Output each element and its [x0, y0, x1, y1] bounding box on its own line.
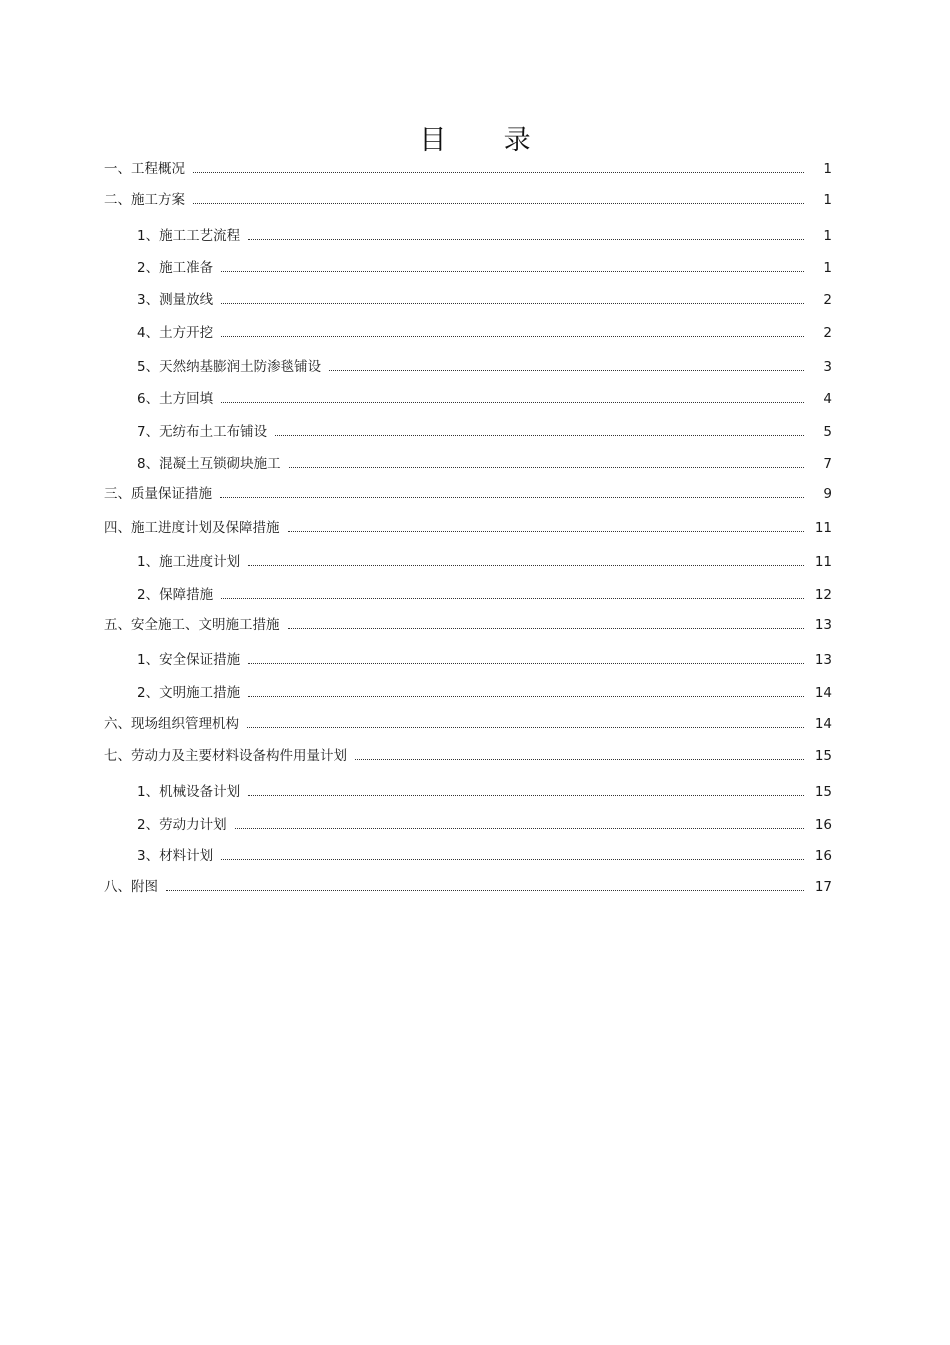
toc-entry[interactable]	[137, 387, 832, 407]
toc-entry-page: 13	[814, 617, 832, 633]
toc-leader-dots	[193, 172, 804, 173]
toc-leader-dots	[235, 828, 804, 829]
toc-entry-page: 4	[823, 391, 832, 407]
toc-entry-page: 11	[814, 520, 832, 536]
toc-entry-label: 4、土方开挖	[137, 325, 214, 341]
toc-leader-dots	[248, 696, 804, 697]
toc-leader-dots	[248, 565, 804, 566]
toc-entry-page: 15	[814, 784, 832, 800]
toc-leader-dots	[248, 239, 804, 240]
toc-entry[interactable]	[137, 583, 832, 603]
toc-entry[interactable]	[137, 813, 832, 833]
toc-entry-label: 三、质量保证措施	[104, 486, 212, 502]
toc-entry[interactable]	[137, 321, 832, 341]
toc-entry-page: 14	[814, 685, 832, 701]
toc-entry-page: 1	[823, 192, 832, 208]
toc-entry-page: 1	[823, 161, 832, 177]
toc-entry-label: 2、施工准备	[137, 260, 214, 276]
toc-leader-dots	[221, 271, 804, 272]
toc-leader-dots	[221, 598, 804, 599]
toc-entry-page: 16	[814, 817, 832, 833]
toc-leader-dots	[288, 531, 805, 532]
toc-entry-label: 七、劳动力及主要材料设备构件用量计划	[104, 748, 347, 764]
toc-entry-label: 2、劳动力计划	[137, 817, 227, 833]
toc-entry-label: 7、无纺布土工布铺设	[137, 424, 268, 440]
toc-entry-label: 2、文明施工措施	[137, 685, 241, 701]
toc-entry-page: 16	[814, 848, 832, 864]
toc-entry-page: 9	[823, 486, 832, 502]
toc-entry-page: 15	[814, 748, 832, 764]
toc-entry-label: 五、安全施工、文明施工措施	[104, 617, 280, 633]
toc-entry[interactable]	[137, 780, 832, 800]
toc-entry-label: 6、土方回填	[137, 391, 214, 407]
toc-entry[interactable]	[137, 288, 832, 308]
toc-leader-dots	[193, 203, 804, 204]
toc-leader-dots	[275, 435, 804, 436]
toc-entry[interactable]	[137, 355, 832, 375]
toc-entry-label: 8、混凝土互锁砌块施工	[137, 456, 281, 472]
toc-entry-label: 八、附图	[104, 879, 158, 895]
toc-entry[interactable]	[104, 157, 832, 177]
toc-entry-label: 1、施工工艺流程	[137, 228, 241, 244]
toc-leader-dots	[221, 402, 804, 403]
toc-entry-page: 14	[814, 716, 832, 732]
toc-entry-page: 2	[823, 292, 832, 308]
toc-entry[interactable]	[137, 550, 832, 570]
toc-entry-label: 3、材料计划	[137, 848, 214, 864]
toc-entry-page: 13	[814, 652, 832, 668]
toc-entry-label: 四、施工进度计划及保障措施	[104, 520, 280, 536]
toc-entry[interactable]	[104, 516, 832, 536]
toc-entry-page: 11	[814, 554, 832, 570]
toc-entry-label: 六、现场组织管理机构	[104, 716, 239, 732]
toc-entry-page: 12	[814, 587, 832, 603]
toc-leader-dots	[220, 497, 804, 498]
toc-leader-dots	[329, 370, 804, 371]
toc-entry[interactable]	[104, 188, 832, 208]
toc-entry[interactable]	[137, 681, 832, 701]
toc-leader-dots	[221, 336, 804, 337]
toc-entry[interactable]	[137, 256, 832, 276]
toc-entry-page: 1	[823, 260, 832, 276]
toc-entry[interactable]	[137, 420, 832, 440]
toc-leader-dots	[288, 628, 805, 629]
toc-entry-label: 2、保障措施	[137, 587, 214, 603]
toc-entry[interactable]	[104, 482, 832, 502]
toc-entry-page: 3	[823, 359, 832, 375]
toc-entry-page: 17	[814, 879, 832, 895]
toc-entry[interactable]	[137, 648, 832, 668]
toc-entry-label: 1、安全保证措施	[137, 652, 241, 668]
toc-entry-page: 7	[823, 456, 832, 472]
toc-entry-label: 1、机械设备计划	[137, 784, 241, 800]
toc-entry-page: 5	[823, 424, 832, 440]
toc-entry[interactable]	[104, 875, 832, 895]
toc-entry-label: 3、测量放线	[137, 292, 214, 308]
toc-leader-dots	[248, 795, 804, 796]
toc-leader-dots	[248, 663, 804, 664]
toc-leader-dots	[289, 467, 804, 468]
toc-entry-label: 5、天然纳基膨润土防渗毯铺设	[137, 359, 322, 375]
toc-entry-page: 1	[823, 228, 832, 244]
toc-leader-dots	[221, 859, 804, 860]
toc-leader-dots	[247, 727, 804, 728]
toc-entry-label: 1、施工进度计划	[137, 554, 241, 570]
toc-entry-label: 一、工程概况	[104, 161, 185, 177]
toc-entry[interactable]	[137, 224, 832, 244]
toc-leader-dots	[221, 303, 804, 304]
toc-leader-dots	[355, 759, 804, 760]
toc-entry-label: 二、施工方案	[104, 192, 185, 208]
toc-entry[interactable]	[104, 712, 832, 732]
toc-entry-page: 2	[823, 325, 832, 341]
toc-entry[interactable]	[104, 744, 832, 764]
toc-title: 目 录	[419, 125, 555, 156]
toc-leader-dots	[166, 890, 804, 891]
toc-entry[interactable]	[137, 844, 832, 864]
toc-entry[interactable]	[137, 452, 832, 472]
toc-entry[interactable]	[104, 613, 832, 633]
